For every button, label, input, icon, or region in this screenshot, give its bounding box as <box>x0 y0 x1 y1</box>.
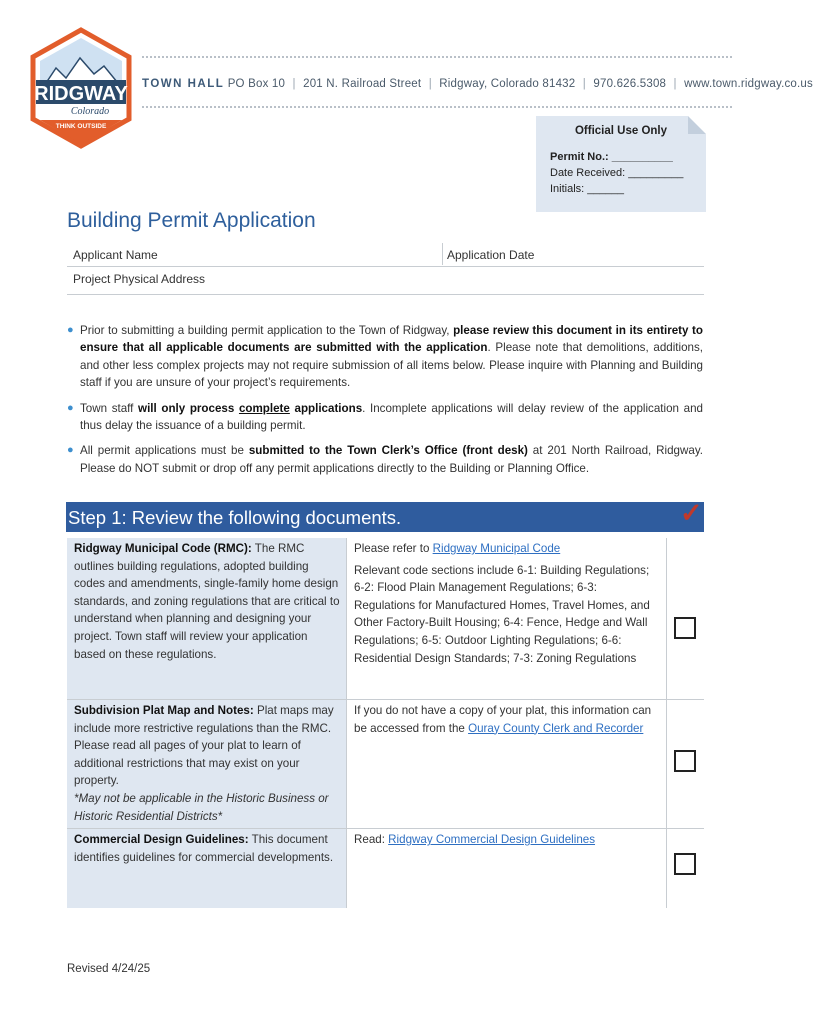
header-dotted-rule-top <box>142 56 732 58</box>
ridgway-logo-graphic <box>28 28 134 148</box>
logo-wordmark: RIDGWAY <box>34 83 128 105</box>
website-link[interactable]: www.town.ridgway.co.us <box>684 78 813 90</box>
applicant-name-field[interactable]: Applicant Name <box>73 248 158 262</box>
po-box: PO Box 10 <box>227 78 286 90</box>
ridgway-logo <box>28 28 134 148</box>
ouray-county-clerk-link[interactable]: Ouray County Clerk and Recorder <box>468 721 644 735</box>
application-date-field[interactable]: Application Date <box>447 248 535 262</box>
step1-title: Step 1: Review the following documents. <box>68 507 402 528</box>
city-state-zip: Ridgway, Colorado 81432 <box>439 78 576 90</box>
logo-tagline: THINK OUTSIDE <box>55 123 107 130</box>
page-title: Building Permit Application <box>67 209 316 232</box>
instructions-list <box>67 322 703 485</box>
plat-map-reference: If you do not have a copy of your plat, this information can be accessed from the Ouray County Clerk and Recorder <box>354 704 652 735</box>
phone-number: 970.626.5308 <box>593 78 667 90</box>
town-hall-label: TOWN HALL <box>142 78 225 90</box>
header-dotted-rule-bottom <box>142 106 732 108</box>
row-divider <box>67 828 704 829</box>
row-divider <box>67 699 704 700</box>
initials-field: Initials: ______ <box>550 183 624 195</box>
applicant-row <box>67 242 704 267</box>
commercial-guidelines-checkbox[interactable] <box>674 853 696 875</box>
revision-date: Revised 4/24/25 <box>67 963 151 975</box>
list-item: ● All permit applications must be submitted to the Town Clerk’s Office (front desk) at 201 North Railroad, Ridgway. Please do NOT submit or drop off any permit applications directly to the Building or Planning Office. <box>67 444 703 475</box>
plat-map-description: Subdivision Plat Map and Notes: Plat maps may include more restrictive regulations than the RMC. Please read all pages of your plat to learn of additional restrictions that may exist on your property. *May not be applicable in the Historic Business or Historic Residential Districts* <box>74 704 334 823</box>
list-item: ● Prior to submitting a building permit application to the Town of Ridgway, please review this document in its entirety to ensure that all applicable documents are submitted with the application. Please note that demolitions, additions, and other less complex projects may not require submission of all items below. Please inquire with Planning and Building staff if you are unsure of your project’s requirements. <box>67 324 703 390</box>
street-address: 201 N. Railroad Street <box>303 78 422 90</box>
permit-number-field: Permit No.: __________ <box>550 151 673 163</box>
town-hall-address-line: TOWN HALL PO Box 10 | 201 N. Railroad Street | Ridgway, Colorado 81432 | 970.626.5308 | www.town.ridgway.co.us <box>142 78 813 90</box>
ridgway-municipal-code-link[interactable]: Ridgway Municipal Code <box>432 542 561 555</box>
official-use-title: Official Use Only <box>574 125 668 137</box>
checkmark-icon: ✓ <box>680 498 703 528</box>
plat-map-checkbox[interactable] <box>674 750 696 772</box>
logo-script: Colorado <box>70 106 110 117</box>
commercial-guidelines-reference: Read: Ridgway Commercial Design Guidelines <box>354 833 596 846</box>
list-item: ● Town staff will only process complete applications. Incomplete applications will delay review of the application and thus delay the issuance of a building permit. <box>67 401 703 433</box>
commercial-design-guidelines-link[interactable]: Ridgway Commercial Design Guidelines <box>388 833 596 846</box>
official-use-box <box>536 116 706 212</box>
commercial-guidelines-description: Commercial Design Guidelines: This document identifies guidelines for commercial developments. <box>74 833 334 864</box>
rmc-reference: Please refer to Ridgway Municipal Code Relevant code sections include 6-1: Building Regulations; 6-2: Flood Plain Management Regulations; 6-3: Regulations for Manufactured Homes, Travel Homes, and Other Factory-Built Housing; 6-4: Fence, Hedge and Wall Regulations; 6-5: Outdoor Lighting Regulations; 6-6: Residential Design Standards; 7-3: Zoning Regulations <box>354 540 660 667</box>
column-divider <box>666 538 667 908</box>
project-address-field[interactable]: Project Physical Address <box>73 272 206 286</box>
relevant-code-sections: Relevant code sections include 6-1: Building Regulations; 6-2: Flood Plain Management Regulations; 6-3: Regulations for Manufactured Homes, Travel Homes, and Other Factory-Built Housing; 6-4: Fence, Hedge and Wall Regulations; 6-5: Outdoor Lighting Regulations; 6-6: Residential Design Standards; 7-3: Zoning Regulations <box>354 563 650 665</box>
column-divider <box>346 538 347 908</box>
rmc-checkbox[interactable] <box>674 617 696 639</box>
applicant-row-divider <box>442 243 443 265</box>
date-received-field: Date Received: _________ <box>550 167 684 179</box>
rmc-description: Ridgway Municipal Code (RMC): The RMC outlines building regulations, adopted building codes and amendments, single-family home design standards, and zoning regulations that are critical to understand when planning and designing your project. Town staff will review your application based on these regulations. <box>74 542 340 661</box>
step1-header <box>66 502 704 532</box>
